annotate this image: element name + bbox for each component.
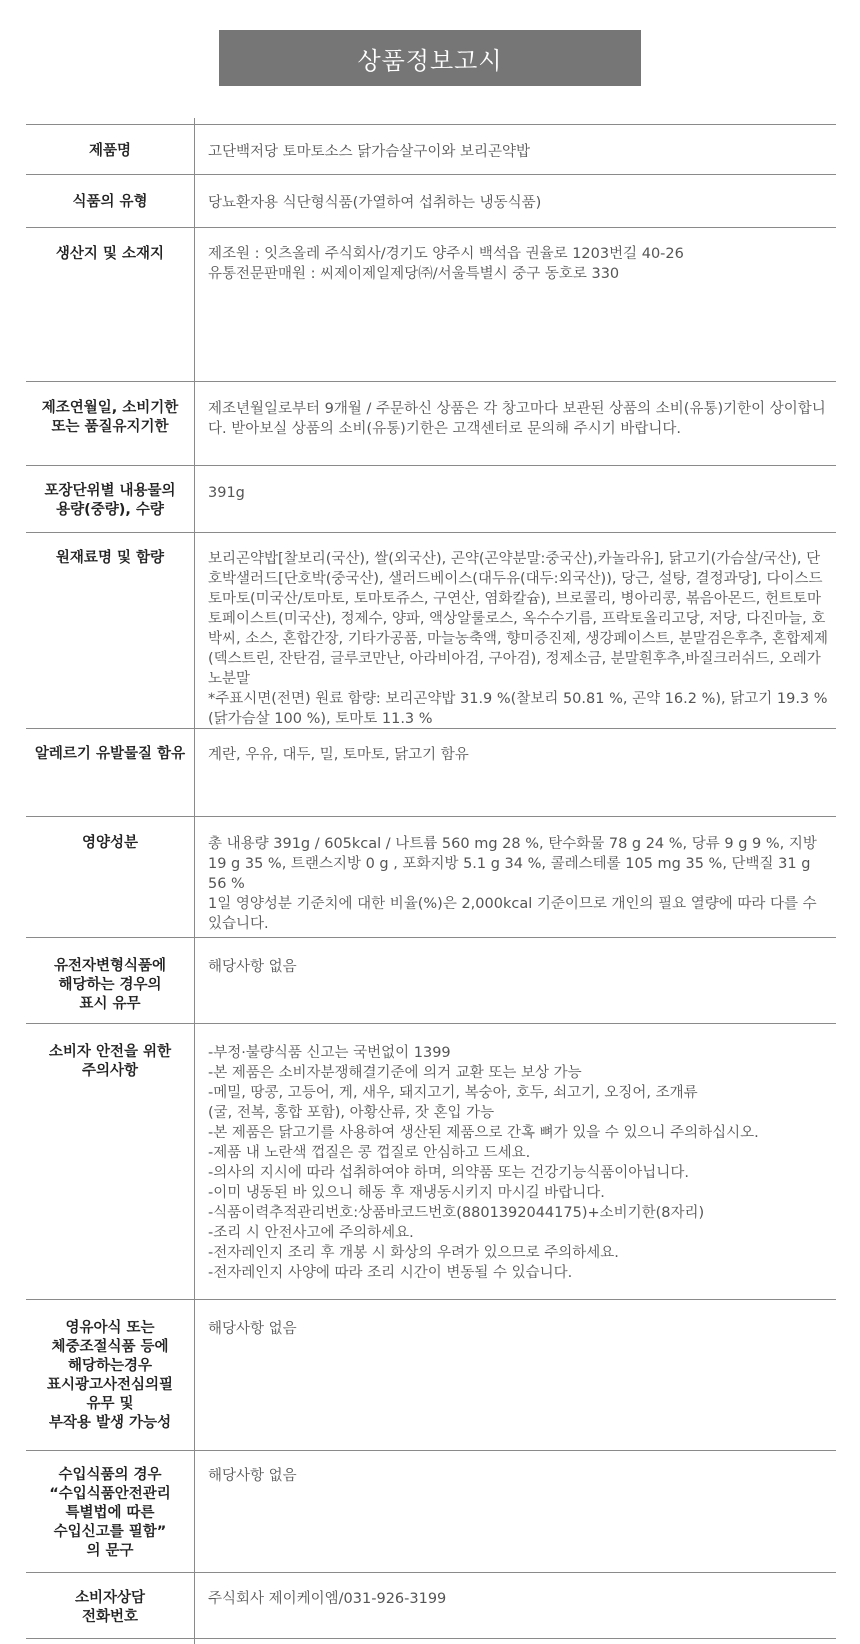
row-label-line: 해당하는경우 <box>67 1358 153 1374</box>
row-value <box>208 1043 832 1283</box>
row-label-line: 제품명 <box>88 143 132 159</box>
row-value-line: 당뇨환자용 식단형식품(가열하여 섭취하는 냉동식품) <box>208 195 542 211</box>
row-value-line: -부정·불량식품 신고는 국번없이 1399 <box>208 1045 451 1061</box>
row-value-line: -식품이력추적관리번호:상품바코드번호(8801392044175)+소비기한(8자리) <box>208 1205 705 1221</box>
row-label <box>26 193 194 212</box>
product-info-table <box>26 124 836 1639</box>
row-label-line: 포장단위별 내용물의 <box>44 483 176 499</box>
row-label <box>26 482 194 520</box>
table-row <box>26 533 836 729</box>
row-value-line: 주식회사 제이케이엠/031-926-3199 <box>208 1591 447 1607</box>
row-value-line: 391g <box>208 485 245 501</box>
row-value-line: 보리곤약밥[찰보리(국산), 쌀(외국산), 곤약(곤약분말:중국산),카놀라유], 닭고기(가슴살/국산), 단호박샐러드[단호박(중국산), 샐러드베이스(대두유(대두:외국산)), 당근, 설탕, 결정과당], 다이스드토마토(미국산/토마토, 토마토쥬스, 구연산, 염화칼슘), 브로콜리, 병아리콩, 볶음아몬드, 헌트토마토페이스트(미국산), 정제수, 양파, 액상알룰로스, 옥수수기름, 프락토올리고당, 저당, 다진마늘, 호박씨, 소스, 혼합간장, 기타가공품, 마늘농축액, 향미증진제, 생강페이스트, 분말검은후추, 혼합제제(덱스트린, 잔탄검, 글루코만난, 아라비아검, 구아검), 정제소금, 분말흰후추,바질크러쉬드, 오레가노분말 <box>208 551 829 687</box>
row-value <box>208 745 832 765</box>
table-row <box>26 382 836 466</box>
table-row <box>26 729 836 817</box>
table-row <box>26 1573 836 1639</box>
row-label-line: 용량(중량), 수량 <box>56 502 164 518</box>
row-value-line: (굴, 전복, 홍합 포함), 아황산류, 잣 혼입 가능 <box>208 1105 495 1121</box>
row-label-line: 전화번호 <box>81 1609 139 1625</box>
row-value-line: -메밀, 땅콩, 고등어, 게, 새우, 돼지고기, 복숭아, 호두, 쇠고기, 오징어, 조개류 <box>208 1085 698 1101</box>
row-value-line: -조리 시 안전사고에 주의하세요. <box>208 1225 414 1241</box>
table-row <box>26 1451 836 1573</box>
row-label-line: 해당하는 경우의 <box>58 977 162 993</box>
table-row <box>26 817 836 938</box>
row-label <box>26 549 194 568</box>
row-value <box>208 193 832 213</box>
row-value <box>208 399 832 439</box>
row-label-line: 표시 유무 <box>79 996 141 1012</box>
row-label-line: 의 문구 <box>86 1543 134 1559</box>
row-label <box>26 745 194 764</box>
row-value-line: -전자레인지 사양에 따라 조리 시간이 변동될 수 있습니다. <box>208 1265 573 1281</box>
row-value-line: 제조원 : 잇츠올레 주식회사/경기도 양주시 백석읍 권율로 1203번길 40-26 <box>208 246 684 262</box>
row-label-line: 수입신고를 필함” <box>53 1524 167 1540</box>
row-label-line: 주의사항 <box>81 1063 139 1079</box>
row-value-line: 해당사항 없음 <box>208 1468 297 1484</box>
table-row <box>26 1300 836 1451</box>
row-label <box>26 245 194 264</box>
row-label <box>26 957 194 1014</box>
table-row <box>26 124 836 175</box>
row-value-line: 계란, 우유, 대두, 밀, 토마토, 닭고기 함유 <box>208 747 469 763</box>
row-label <box>26 834 194 853</box>
row-label-line: 유무 및 <box>86 1396 134 1412</box>
row-value-line: -본 제품은 소비자분쟁해결기준에 의거 교환 또는 보상 가능 <box>208 1065 582 1081</box>
row-value-line: 1일 영양성분 기준치에 대한 비율(%)은 2,000kcal 기준이므로 개인의 필요 열량에 따라 다를 수 있습니다. <box>208 896 817 932</box>
section-title-banner <box>219 30 641 86</box>
row-label <box>26 1466 194 1561</box>
row-label-line: 부작용 발생 가능성 <box>48 1415 172 1431</box>
row-label-line: 소비자상담 <box>74 1590 146 1606</box>
row-value <box>208 834 832 934</box>
row-value-line: 제조년월일로부터 9개월 / 주문하신 상품은 각 창고마다 보관된 상품의 소비(유통)기한이 상이합니다. 받아보실 상품의 소비(유통)기한은 고객센터로 문의해 주시기 바랍니다. <box>208 401 826 437</box>
row-value-line: 고단백저당 토마토소스 닭가슴살구이와 보리곤약밥 <box>208 144 530 160</box>
row-label <box>26 142 194 161</box>
row-value <box>208 1589 832 1609</box>
row-value <box>208 1319 832 1339</box>
row-value-line: 해당사항 없음 <box>208 1321 297 1337</box>
table-row <box>26 175 836 228</box>
row-label-line: 수입식품의 경우 <box>58 1467 162 1483</box>
row-label-line: 제조연월일, 소비기한 <box>41 400 179 416</box>
table-row <box>26 228 836 382</box>
row-label <box>26 1319 194 1433</box>
row-label <box>26 399 194 437</box>
row-value-line: -의사의 지시에 따라 섭취하여야 하며, 의약품 또는 건강기능식품이아닙니다. <box>208 1165 689 1181</box>
row-value-line: *주표시면(전면) 원료 함량: 보리곤약밥 31.9 %(찰보리 50.81 %, 곤약 16.2 %), 닭고기 19.3 %(닭가슴살 100 %), 토마토 11.3 % <box>208 691 828 727</box>
row-label-line: 생산지 및 소재지 <box>55 246 165 262</box>
row-value-line: 유통전문판매원 : 씨제이제일제당㈜/서울특별시 중구 동호로 330 <box>208 266 620 282</box>
row-label-line: 원재료명 및 함량 <box>55 550 165 566</box>
row-label-line: 알레르기 유발물질 함유 <box>34 746 186 762</box>
row-label-line: 영양성분 <box>81 835 139 851</box>
row-value-line: -전자레인지 조리 후 개봉 시 화상의 우려가 있으므로 주의하세요. <box>208 1245 619 1261</box>
row-label-line: 식품의 유형 <box>72 194 148 210</box>
row-value-line: -제품 내 노란색 껍질은 콩 껍질로 안심하고 드세요. <box>208 1145 531 1161</box>
row-value-line: -본 제품은 닭고기를 사용하여 생산된 제품으로 간혹 뼈가 있을 수 있으니 주의하십시오. <box>208 1125 759 1141</box>
row-value-line: 총 내용량 391g / 605kcal / 나트륨 560 mg 28 %, 탄수화물 78 g 24 %, 당류 9 g 9 %, 지방 19 g 35 %, 트랜스지방 0 g , 포화지방 5.1 g 34 %, 콜레스테롤 105 mg 35 %, 단백질 31 g 56 % <box>208 836 817 892</box>
row-label-line: 소비자 안전을 위한 <box>48 1044 172 1060</box>
row-label-line: 표시광고사전심의필 <box>46 1377 174 1393</box>
section-title: 상품정보고시 <box>357 46 503 75</box>
row-value <box>208 549 832 729</box>
row-value-line: -이미 냉동된 바 있으니 해동 후 재냉동시키지 마시길 바랍니다. <box>208 1185 605 1201</box>
row-value <box>208 483 832 503</box>
row-label-line: 체중조절식품 등에 <box>51 1339 169 1355</box>
row-value <box>208 142 832 162</box>
row-label-line: 또는 품질유지기한 <box>51 419 169 435</box>
row-label-line: “수입식품안전관리 <box>49 1486 171 1502</box>
row-label-line: 유전자변형식품에 <box>53 958 167 974</box>
row-label-line: 영유아식 또는 <box>65 1320 155 1336</box>
table-row <box>26 1024 836 1300</box>
table-row <box>26 938 836 1024</box>
row-value <box>208 957 832 977</box>
row-label-line: 특별법에 따른 <box>65 1505 155 1521</box>
row-value-line: 해당사항 없음 <box>208 959 297 975</box>
row-value <box>208 244 832 284</box>
row-value <box>208 1466 832 1486</box>
row-label <box>26 1589 194 1627</box>
row-label <box>26 1043 194 1081</box>
table-row <box>26 466 836 533</box>
